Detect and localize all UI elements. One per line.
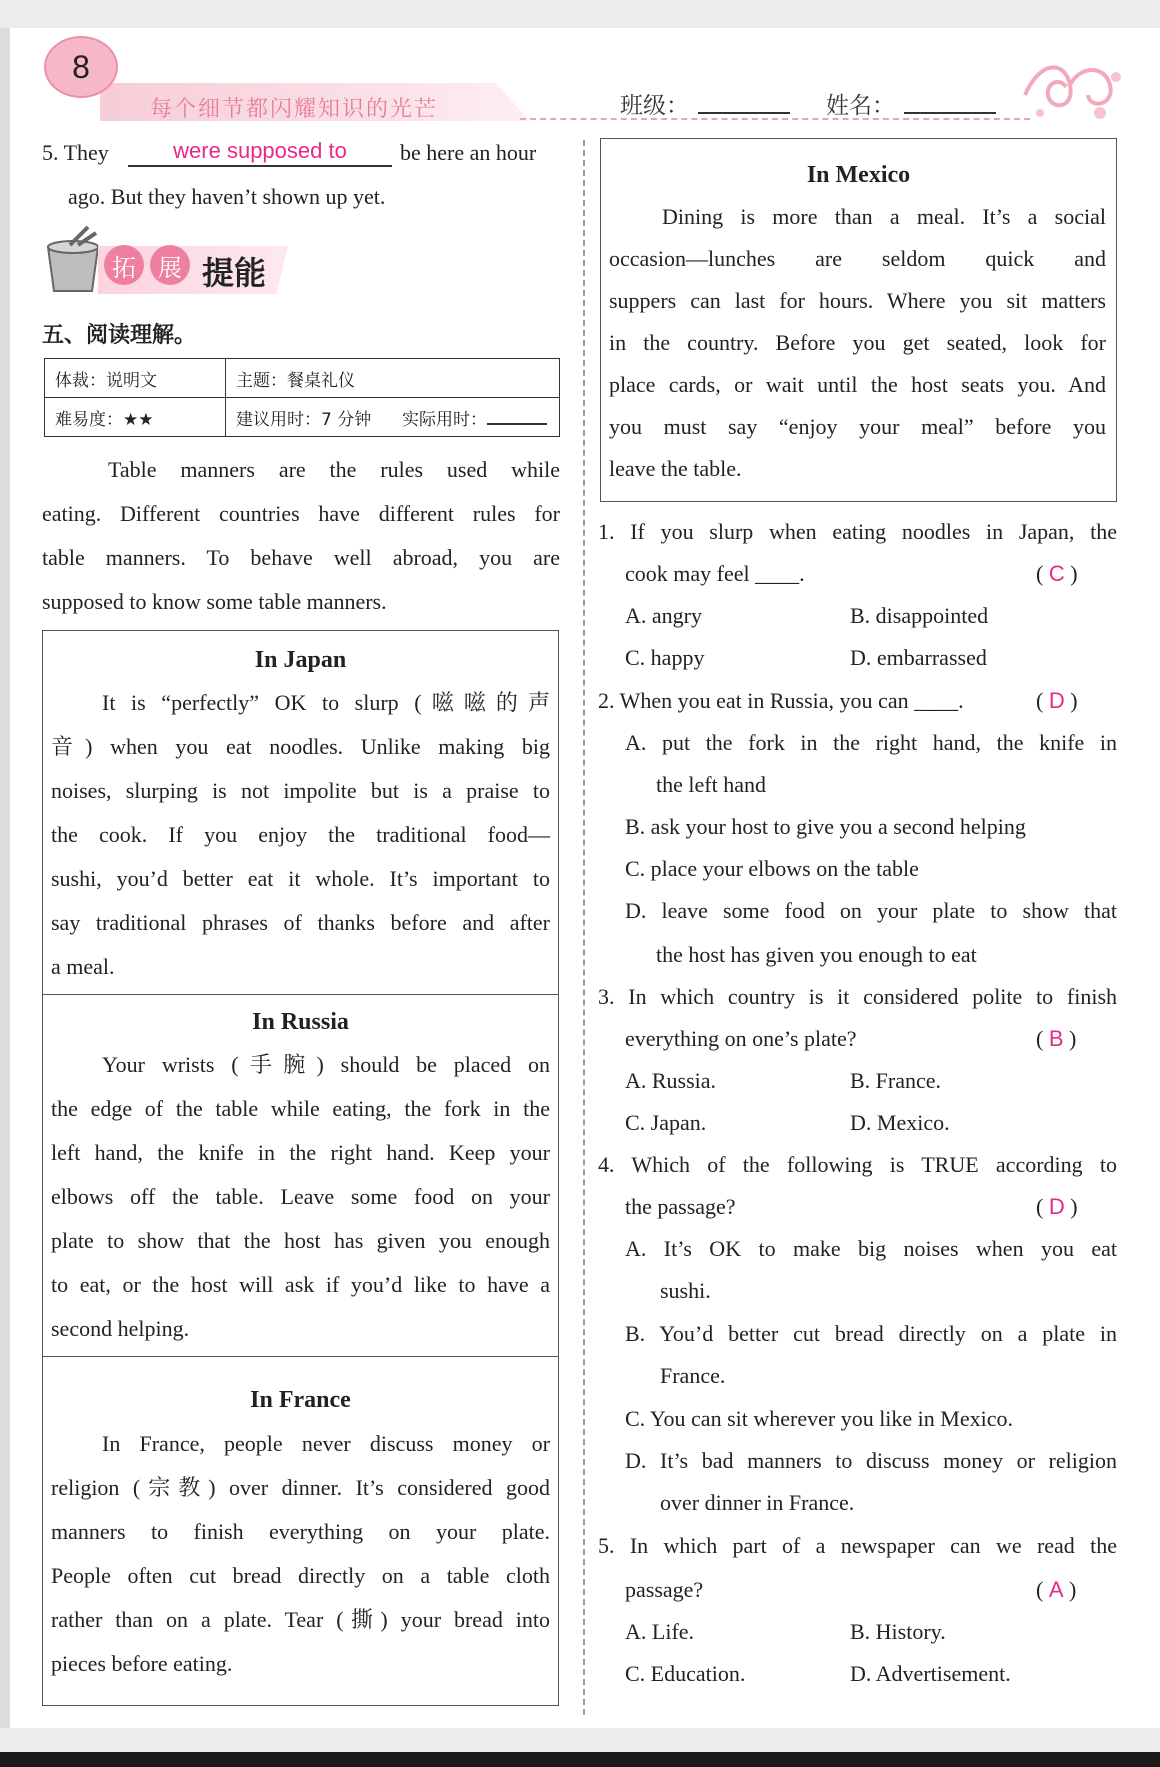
q5-stem: 5. In which part of a newspaper can we read the: [598, 1533, 1117, 1558]
class-input[interactable]: [698, 112, 790, 114]
intro-line: Table manners are the rules used while: [108, 457, 560, 482]
q1-stem: 1. If you slurp when eating noodles in Japan, the: [598, 519, 1117, 544]
mexico-line: in the country. Before you get seated, look for: [609, 330, 1106, 355]
badge-char-2: 展: [150, 245, 190, 285]
mexico-line: Dining is more than a meal. It’s a social: [662, 204, 1106, 229]
france-title: In France: [250, 1387, 351, 1413]
q2-option: C. place your elbows on the table: [625, 856, 919, 881]
q5-option: B. History.: [850, 1619, 946, 1644]
class-label: 班级：: [620, 93, 689, 119]
q1-option: A. angry: [625, 603, 702, 628]
motto: 每个细节都闪耀知识的光芒: [150, 97, 439, 122]
japan-line: a meal.: [51, 954, 115, 979]
q3-stem: everything on one’s plate?: [625, 1026, 857, 1051]
russia-title: In Russia: [252, 1009, 349, 1035]
france-line: religion (宗教) over dinner. It’s considered good: [51, 1475, 550, 1500]
q2-answer: D: [1048, 688, 1065, 713]
q5-suffix: be here an hour: [400, 140, 537, 165]
mexico-line: leave the table.: [609, 456, 742, 481]
q4-option: France.: [660, 1363, 726, 1388]
q1-answer: C: [1048, 561, 1065, 586]
genre-cell: 体裁：说明文: [45, 359, 226, 398]
intro-line: eating. Different countries have different rules for: [42, 501, 560, 526]
bottom-bar: [0, 1752, 1160, 1767]
mexico-line: occasion—lunches are seldom quick and: [609, 246, 1106, 271]
page-number: 8: [44, 36, 118, 98]
japan-title: In Japan: [254, 647, 347, 673]
info-table: [44, 358, 560, 437]
q2-option: the left hand: [656, 772, 766, 797]
q5-answer: A: [1048, 1577, 1064, 1602]
floral-swirl-icon: [1020, 55, 1130, 125]
france-line: pieces before eating.: [51, 1651, 233, 1676]
japan-line: say traditional phrases of thanks before and after: [51, 910, 550, 935]
q3-answer: B: [1048, 1026, 1064, 1051]
russia-line: to eat, or the host will ask if you’d like to have a: [51, 1272, 550, 1297]
q3-option: A. Russia.: [625, 1068, 717, 1093]
q5-line2: ago. But they haven’t shown up yet.: [68, 184, 386, 209]
q3-answer-bracket: ( B ): [1036, 1026, 1077, 1051]
mexico-line: you must say “enjoy your meal” before you: [609, 414, 1106, 439]
q4-option: over dinner in France.: [660, 1490, 855, 1515]
q4-stem: the passage?: [625, 1194, 736, 1219]
mexico-box: [600, 138, 1117, 502]
q1-answer-bracket: ( C ): [1036, 561, 1078, 586]
q4-answer: D: [1048, 1194, 1065, 1219]
japan-line: 音) when you eat noodles. Unlike making big: [51, 734, 550, 759]
badge-char-1: 拓: [104, 245, 144, 285]
japan-line: sushi, you’d better eat it whole. It’s important to: [51, 866, 550, 891]
q1-option: B. disappointed: [850, 603, 989, 628]
q3-option: B. France.: [850, 1068, 942, 1093]
section-heading: 五、阅读理解。: [42, 323, 197, 348]
column-divider: [583, 140, 585, 1715]
name-input[interactable]: [904, 112, 996, 114]
actual-time-input[interactable]: [487, 409, 547, 425]
france-line: rather than on a plate. Tear (撕) your bread into: [51, 1607, 550, 1632]
q5-option: C. Education.: [625, 1661, 746, 1686]
q5-option: A. Life.: [625, 1619, 695, 1644]
russia-line: Your wrists (手腕) should be placed on: [102, 1052, 550, 1077]
q2-option: A. put the fork in the right hand, the knife in: [625, 730, 1117, 755]
q5-prefix: 5. They: [42, 140, 109, 165]
russia-line: plate to show that the host has given you enough: [51, 1228, 550, 1253]
bucket-icon: [40, 225, 106, 295]
name-label: 姓名：: [826, 93, 895, 119]
q3-option: C. Japan.: [625, 1110, 707, 1135]
intro-line: supposed to know some table manners.: [42, 589, 387, 614]
mexico-title: In Mexico: [806, 162, 911, 188]
q2-answer-bracket: ( D ): [1036, 688, 1078, 713]
france-line: In France, people never discuss money or: [102, 1431, 550, 1456]
time-cell: [226, 398, 560, 437]
q3-option: D. Mexico.: [850, 1110, 950, 1135]
q4-stem: 4. Which of the following is TRUE according to: [598, 1152, 1117, 1177]
suggested-time: 建议用时：7 分钟: [236, 409, 372, 430]
q2-option: D. leave some food on your plate to show that: [625, 898, 1117, 923]
difficulty-cell: 难易度：★★: [45, 398, 226, 437]
russia-box: [42, 994, 559, 1357]
header-dash-line: [520, 118, 1030, 120]
mexico-line: place cards, or wait until the host seats you. And: [609, 372, 1106, 397]
q1-option: D. embarrassed: [850, 645, 987, 670]
japan-box: [42, 630, 559, 995]
japan-line: It is “perfectly” OK to slurp (嗞嗞的声: [102, 690, 550, 715]
france-line: manners to finish everything on your plate.: [51, 1519, 550, 1544]
q4-answer-bracket: ( D ): [1036, 1194, 1078, 1219]
q3-stem: 3. In which country is it considered polite to finish: [598, 984, 1117, 1009]
badge-title: 提能: [202, 254, 267, 292]
russia-line: the edge of the table while eating, the fork in the: [51, 1096, 550, 1121]
q5-stem: passage?: [625, 1577, 704, 1602]
france-line: People often cut bread directly on a table cloth: [51, 1563, 550, 1588]
q4-option: D. It’s bad manners to discuss money or religion: [625, 1448, 1117, 1473]
q5-answer-bracket: ( A ): [1036, 1577, 1077, 1602]
q4-option: B. You’d better cut bread directly on a plate in: [625, 1321, 1117, 1346]
japan-line: the cook. If you enjoy the traditional food—: [51, 822, 550, 847]
topic-cell: 主题：餐桌礼仪: [226, 359, 560, 398]
japan-line: noises, slurping is not impolite but is a praise to: [51, 778, 550, 803]
russia-line: elbows off the table. Leave some food on your: [51, 1184, 550, 1209]
q1-stem: cook may feel ____.: [625, 561, 805, 586]
q4-option: C. You can sit wherever you like in Mexico.: [625, 1406, 1013, 1431]
q2-option: the host has given you enough to eat: [656, 942, 977, 967]
q2-option: B. ask your host to give you a second helping: [625, 814, 1026, 839]
actual-time-label: 实际用时：: [402, 409, 488, 430]
russia-line: second helping.: [51, 1316, 190, 1341]
q2-stem: 2. When you eat in Russia, you can ____.: [598, 688, 964, 713]
q5-option: D. Advertisement.: [850, 1661, 1011, 1686]
q1-option: C. happy: [625, 645, 705, 670]
russia-line: left hand, the knife in the right hand. Keep your: [51, 1140, 550, 1165]
q4-option: sushi.: [660, 1278, 711, 1303]
mexico-line: suppers can last for hours. Where you sit matters: [609, 288, 1106, 313]
q4-option: A. It’s OK to make big noises when you eat: [625, 1236, 1117, 1261]
intro-line: table manners. To behave well abroad, you are: [42, 545, 560, 570]
q5-answer: were supposed to: [128, 140, 392, 167]
